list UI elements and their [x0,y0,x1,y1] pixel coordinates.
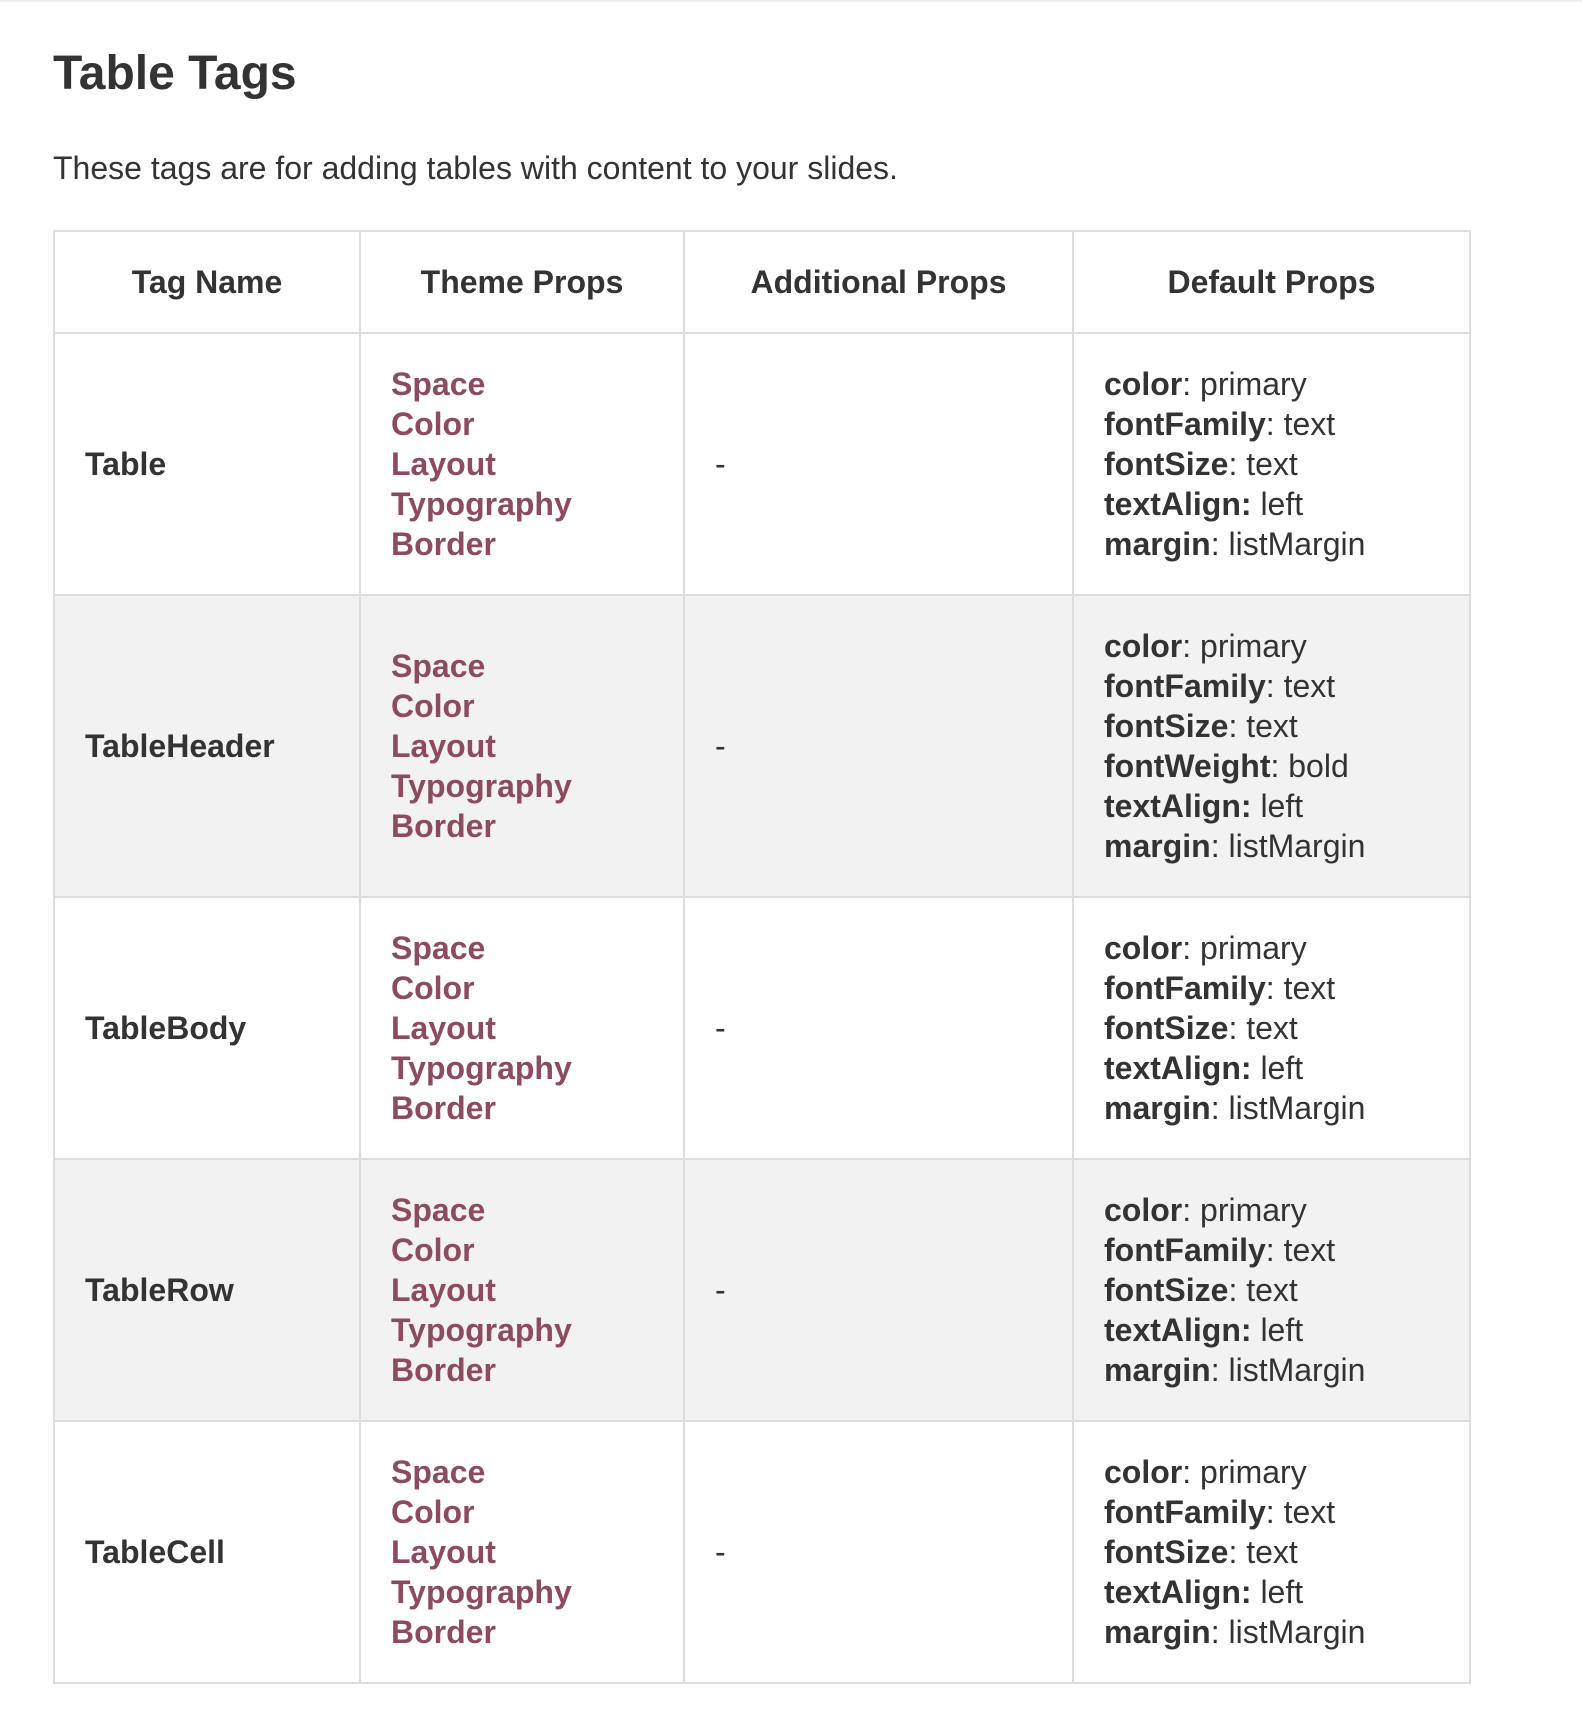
theme-prop-link[interactable]: Layout [391,1534,496,1570]
default-prop-key: textAlign: [1104,788,1252,824]
theme-prop-link[interactable]: Layout [391,728,496,764]
theme-prop-link[interactable]: Color [391,1494,475,1530]
default-prop-key: color [1104,366,1183,402]
default-props-cell [1073,1159,1470,1421]
page-title: Table Tags [53,47,297,100]
default-prop-key: textAlign: [1104,1050,1252,1086]
default-prop-key: margin [1104,1614,1211,1650]
default-prop-value: listMargin [1228,828,1366,864]
default-prop-key: fontFamily [1104,970,1266,1006]
table-row [54,595,1470,897]
default-prop [1104,626,1439,666]
default-prop-value: text [1283,1232,1336,1268]
default-prop-separator: : [1265,1494,1284,1530]
default-prop [1104,484,1439,524]
default-prop-value: left [1260,788,1304,824]
default-prop-separator: : [1210,526,1229,562]
default-prop-value: left [1260,1050,1304,1086]
theme-prop-link[interactable]: Typography [391,1050,572,1086]
default-prop-value: text [1283,1494,1336,1530]
theme-prop-link[interactable]: Space [391,1192,486,1228]
default-prop-value: text [1246,1272,1298,1308]
default-prop [1104,928,1439,968]
theme-prop-link[interactable]: Color [391,970,475,1006]
default-prop-value: text [1283,406,1336,442]
theme-prop-link[interactable]: Typography [391,1574,572,1610]
default-prop [1104,1190,1439,1230]
theme-props-cell [360,897,684,1159]
additional-props-cell [684,333,1073,595]
additional-props-cell [684,595,1073,897]
default-prop [1104,1492,1439,1532]
default-prop-separator: : [1182,930,1201,966]
default-prop [1104,786,1439,826]
default-prop [1104,666,1439,706]
theme-prop-link[interactable]: Typography [391,1312,572,1348]
default-prop [1104,364,1439,404]
default-prop-value: text [1283,970,1336,1006]
default-prop-value: text [1246,446,1298,482]
default-prop-separator: : [1228,708,1247,744]
theme-props-cell [360,333,684,595]
theme-prop-link[interactable]: Border [391,1352,496,1388]
default-prop [1104,1350,1439,1390]
default-prop-key: textAlign: [1104,1574,1252,1610]
theme-prop-link[interactable]: Color [391,688,475,724]
default-prop [1104,1230,1439,1270]
default-prop-key: fontFamily [1104,1232,1266,1268]
default-prop-value: listMargin [1228,1352,1366,1388]
default-prop-value: listMargin [1228,526,1366,562]
default-props-cell [1073,897,1470,1159]
theme-prop-link[interactable]: Layout [391,1272,496,1308]
default-prop-separator: : [1182,1454,1201,1490]
additional-props-cell [684,1159,1073,1421]
theme-props-cell [360,595,684,897]
tag-name-cell [54,1159,360,1421]
theme-prop-link[interactable]: Layout [391,446,496,482]
default-prop-key: margin [1104,526,1211,562]
default-prop [1104,1048,1439,1088]
tag-name-cell [54,595,360,897]
default-prop-value: bold [1288,748,1349,784]
theme-prop-link[interactable]: Space [391,1454,486,1490]
default-prop-value: text [1246,1534,1298,1570]
tag-name: TableRow [85,1272,234,1308]
theme-prop-link[interactable]: Layout [391,1010,496,1046]
default-prop-separator: : [1265,970,1284,1006]
default-prop-value: primary [1200,930,1307,966]
tag-name-cell [54,1421,360,1683]
header-additional-props: Additional Props [684,231,1073,333]
default-prop-key: textAlign: [1104,486,1252,522]
additional-props-cell [684,1421,1073,1683]
default-prop-key: margin [1104,1352,1211,1388]
theme-props-cell [360,1159,684,1421]
default-prop-separator: : [1228,1534,1247,1570]
default-prop-key: fontSize [1104,708,1229,744]
default-prop-separator: : [1265,406,1284,442]
default-prop-separator: : [1210,828,1229,864]
default-prop-separator: : [1182,366,1201,402]
header-default-props: Default Props [1073,231,1470,333]
default-prop-separator: : [1210,1614,1229,1650]
default-props-cell [1073,333,1470,595]
default-prop-value: primary [1200,1192,1307,1228]
default-prop-value: primary [1200,366,1307,402]
default-prop-key: textAlign: [1104,1312,1252,1348]
tag-name: TableHeader [85,728,275,764]
table-row [54,1159,1470,1421]
intro-text: These tags are for adding tables with content to your slides. [53,150,898,186]
theme-prop-link[interactable]: Space [391,648,486,684]
default-prop-key: color [1104,930,1183,966]
table-row [54,333,1470,595]
additional-props-value: - [715,1272,726,1308]
default-props-cell [1073,1421,1470,1683]
default-prop-value: listMargin [1228,1090,1366,1126]
theme-prop-link[interactable]: Border [391,808,496,844]
default-prop-value: primary [1200,628,1307,664]
default-prop-separator: : [1228,446,1247,482]
additional-props-value: - [715,728,726,764]
default-prop [1104,706,1439,746]
default-prop [1104,524,1439,564]
default-prop-value: text [1246,1010,1298,1046]
default-prop-separator: : [1210,1352,1229,1388]
tag-name-cell [54,333,360,595]
theme-prop-link[interactable]: Border [391,1090,496,1126]
default-prop-key: fontSize [1104,1272,1229,1308]
default-prop-key: fontSize [1104,1010,1229,1046]
default-prop-value: text [1246,708,1298,744]
default-prop [1104,1452,1439,1492]
additional-props-value: - [715,1010,726,1046]
default-prop [1104,404,1439,444]
default-prop-separator: : [1210,1090,1229,1126]
tag-name-cell [54,897,360,1159]
theme-prop-link[interactable]: Border [391,526,496,562]
table-tags-table [53,230,1471,1684]
theme-prop-link[interactable]: Color [391,406,475,442]
default-prop-key: fontSize [1104,1534,1229,1570]
additional-props-value: - [715,446,726,482]
default-prop [1104,1572,1439,1612]
default-prop-separator: : [1265,668,1284,704]
default-prop [1104,1532,1439,1572]
default-prop-key: fontFamily [1104,406,1266,442]
default-prop-value: listMargin [1228,1614,1366,1650]
default-prop [1104,746,1439,786]
header-theme-props: Theme Props [360,231,684,333]
top-divider [0,0,1582,2]
default-prop-key: fontFamily [1104,668,1266,704]
default-prop [1104,968,1439,1008]
default-prop-key: color [1104,1454,1183,1490]
table-row [54,897,1470,1159]
additional-props-cell [684,897,1073,1159]
theme-prop-link[interactable]: Color [391,1232,475,1268]
additional-props-value: - [715,1534,726,1570]
theme-prop-link[interactable]: Border [391,1614,496,1650]
theme-prop-link[interactable]: Typography [391,768,572,804]
default-prop-separator: : [1182,1192,1201,1228]
default-prop-separator: : [1270,748,1289,784]
default-prop [1104,826,1439,866]
default-prop-value: primary [1200,1454,1307,1490]
tag-name: Table [85,446,167,482]
default-prop-key: color [1104,628,1183,664]
theme-prop-link[interactable]: Typography [391,486,572,522]
default-prop-value: left [1260,486,1304,522]
theme-props-cell [360,1421,684,1683]
default-prop-key: color [1104,1192,1183,1228]
default-prop [1104,444,1439,484]
default-prop [1104,1008,1439,1048]
tag-name: TableCell [85,1534,225,1570]
default-prop-separator: : [1228,1272,1247,1308]
default-prop-key: fontSize [1104,446,1229,482]
tag-name: TableBody [85,1010,247,1046]
default-prop-value: left [1260,1312,1304,1348]
default-prop-separator: : [1265,1232,1284,1268]
theme-prop-link[interactable]: Space [391,366,486,402]
default-prop-separator: : [1228,1010,1247,1046]
theme-prop-link[interactable]: Space [391,930,486,966]
table-body [54,333,1470,1683]
default-prop [1104,1088,1439,1128]
header-tag-name: Tag Name [54,231,360,333]
table-header-row [54,231,1470,333]
default-prop-value: left [1260,1574,1304,1610]
default-prop [1104,1310,1439,1350]
default-prop-key: margin [1104,828,1211,864]
default-prop-separator: : [1182,628,1201,664]
default-prop-value: text [1283,668,1336,704]
default-prop [1104,1270,1439,1310]
default-prop [1104,1612,1439,1652]
default-prop-key: margin [1104,1090,1211,1126]
table-row [54,1421,1470,1683]
default-prop-key: fontWeight [1104,748,1271,784]
default-props-cell [1073,595,1470,897]
default-prop-key: fontFamily [1104,1494,1266,1530]
